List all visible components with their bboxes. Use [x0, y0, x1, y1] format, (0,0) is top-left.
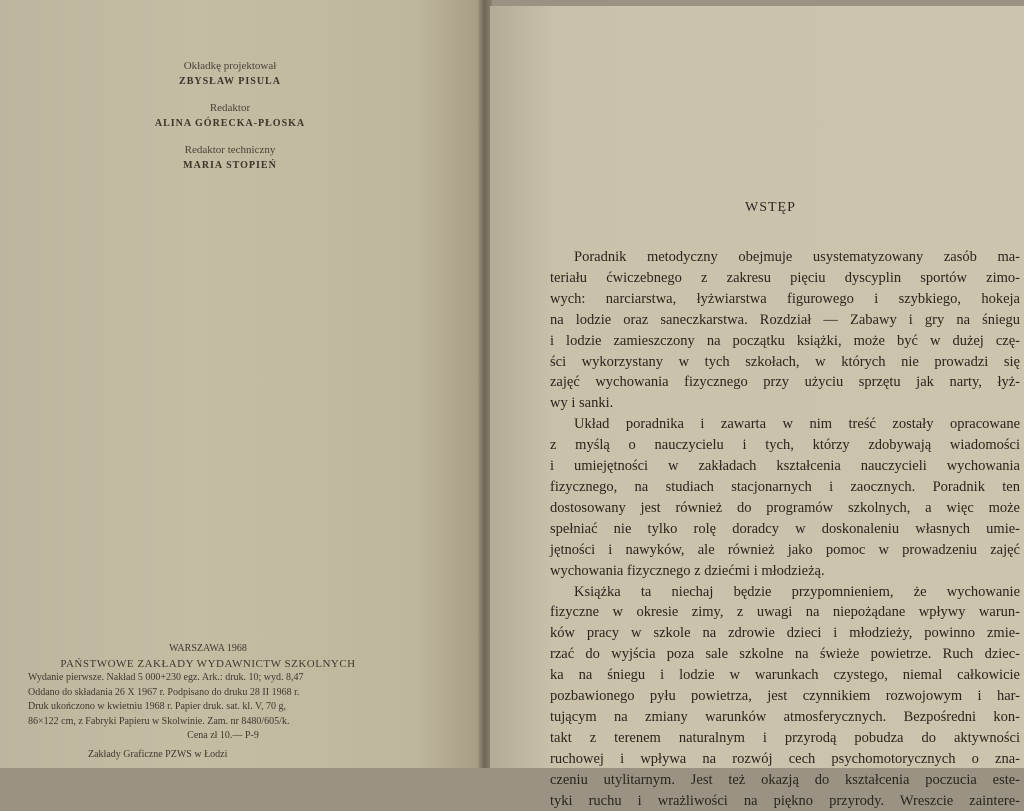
text-line: i lodzie zamieszczony na początku książki, może być w dużej czę-	[550, 332, 1020, 349]
text-line: spełniać nie tylko rolę doradcy w doskonaleniu własnych umie-	[550, 520, 1020, 537]
credit-cover-designer	[90, 58, 370, 90]
credits	[90, 58, 370, 184]
imprint-printer: Zakłady Graficzne PZWS w Łodzi	[88, 748, 228, 760]
credit-editor	[90, 100, 370, 132]
imprint-city-year: WARSZAWA 1968	[169, 643, 247, 654]
page-heading: WSTĘP	[745, 200, 796, 215]
imprint-paper: 86×122 cm, z Fabryki Papieru w Skolwinie. Zam. nr 8480/605/k.	[28, 715, 290, 727]
credit-name: MARIA STOPIEŃ	[183, 160, 277, 171]
credit-name: ALINA GÓRECKA-PŁOSKA	[154, 118, 306, 129]
credit-role: Redaktor	[209, 102, 251, 114]
text-line: wy i sanki.	[550, 395, 614, 412]
text-line: teriału ćwiczebnego z zakresu pięciu dyscyplin sportów zimo-	[550, 269, 1020, 286]
credit-name: ZBYSŁAW PISULA	[179, 76, 281, 87]
text-line: z myślą o nauczycielu i tych, którzy zdobywają wiadomości	[550, 437, 1020, 454]
text-line: ka na śniegu i lodzie w warunkach czystego, niemal całkowicie	[550, 667, 1020, 684]
text-line: Książka ta niechaj będzie przypomnieniem, że wychowanie	[574, 583, 1020, 600]
imprint-price: Cena zł 10.— P-9	[187, 730, 259, 741]
imprint	[28, 642, 388, 762]
text-line: fizyczne w okresie zimy, z uwagi na niepożądane wpływy warun-	[550, 604, 1020, 621]
text-line: jętności i nawyków, ale również jako pomoc w prowadzeniu zajęć	[550, 541, 1020, 558]
imprint-dates-1: Oddano do składania 26 X 1967 r. Podpisano do druku 28 II 1968 r.	[28, 686, 300, 698]
text-line: i umiejętności w zakładach kształcenia nauczycieli wychowania	[550, 458, 1020, 475]
text-line: czeniu utylitarnym. Jest też okazją do kształcenia poczucia este-	[550, 771, 1020, 788]
text-line: takt z terenem naturalnym i przyrodą pobudza do aktywności	[550, 729, 1020, 746]
imprint-publisher: PAŃSTWOWE ZAKŁADY WYDAWNICTW SZKOLNYCH	[60, 657, 356, 670]
text-line: Układ poradnika i zawarta w nim treść zostały opracowane	[574, 416, 1020, 433]
imprint-dates-2: Druk ukończono w kwietniu 1968 r. Papier druk. sat. kl. V, 70 g,	[28, 701, 286, 712]
text-line: ków pracy w szkole na zdrowie dzieci i młodzieży, powinno zmie-	[550, 625, 1020, 642]
text-line: dostosowany jest również do programów szkolnych, a więc może	[550, 499, 1020, 516]
left-page	[0, 0, 487, 768]
text-line: zajęć wychowania fizycznego przy użyciu sprzętu jak narty, łyż-	[550, 374, 1020, 391]
text-line: rzać do wyjścia poza sale szkolne na świeże powietrze. Ruch dziec-	[550, 646, 1020, 663]
text-line: pozbawionego pyłu powietrza, jest czynnikiem rozwojowym i har-	[550, 688, 1020, 705]
text-line: Poradnik metodyczny obejmuje usystematyzowany zasób ma-	[574, 249, 1020, 265]
text-line: fizycznego, na studiach stacjonarnych i zaocznych. Poradnik ten	[550, 478, 1020, 495]
credit-role: Okładkę projektował	[183, 60, 277, 72]
text-line: tyki ruchu i wrażliwości na piękno przyrody. Wreszcie zaintere-	[550, 792, 1020, 809]
text-line: ści wykorzystany w tych szkołach, w których nie prowadzi się	[550, 353, 1020, 370]
imprint-edition: Wydanie pierwsze. Nakład 5 000+230 egz. Ark.: druk. 10; wyd. 8,47	[28, 672, 304, 683]
text-line: na lodzie oraz saneczkarstwa. Rozdział — Zabawy i gry na śniegu	[550, 311, 1020, 328]
text-line: wych: narciarstwa, łyżwiarstwa figurowego i szybkiego, hokeja	[550, 290, 1020, 307]
credit-technical-editor	[90, 142, 370, 174]
credit-role: Redaktor techniczny	[184, 144, 276, 156]
text-line: ruchowej i wpływa na rozwój cech psychomotorycznych o zna-	[550, 750, 1020, 767]
text-line: wychowania fizycznego z dziećmi i młodzieżą.	[550, 562, 825, 579]
text-line: tującym na zmiany warunków atmosferycznych. Bezpośredni kon-	[550, 708, 1020, 725]
body-text	[550, 247, 1020, 811]
